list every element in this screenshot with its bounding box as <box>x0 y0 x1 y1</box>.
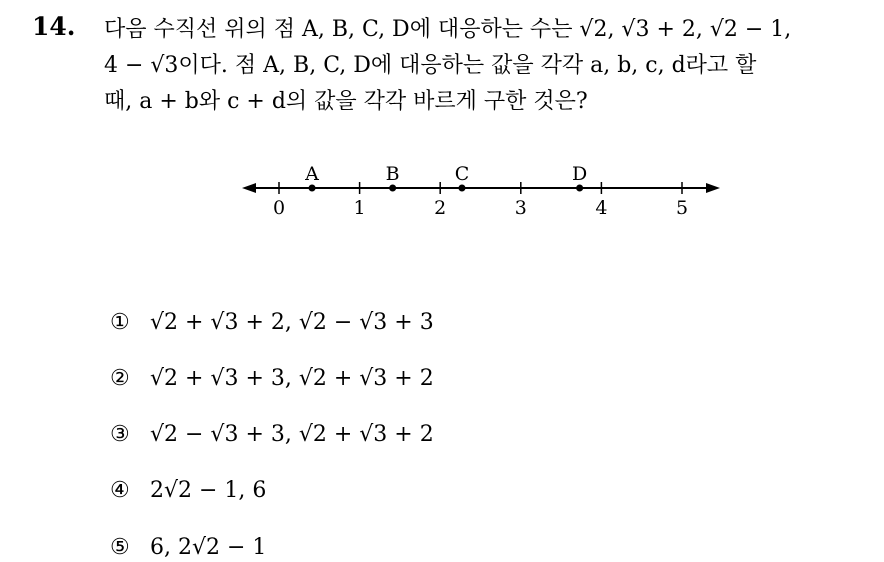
point-label-a: A <box>305 163 319 185</box>
question-number: 14. <box>32 12 76 41</box>
choice-4-text: 2√2 − 1, 6 <box>150 478 267 503</box>
choice-1-mark: ① <box>110 310 130 335</box>
tick-label-0: 0 <box>272 197 286 219</box>
tick-label-5: 5 <box>675 197 689 219</box>
choice-3-text: √2 − √3 + 3, √2 + √3 + 2 <box>150 422 434 447</box>
choice-5-mark: ⑤ <box>110 535 130 560</box>
choice-3-mark: ③ <box>110 422 130 447</box>
point-c <box>458 185 465 192</box>
choice-2[interactable] <box>110 366 434 391</box>
choice-3[interactable] <box>110 422 434 447</box>
choice-2-mark: ② <box>110 366 130 391</box>
question-line-1: 다음 수직선 위의 점 A, B, C, D에 대응하는 수는 √2, √3 + 2, √2 − 1, <box>104 17 792 42</box>
question-line-3: 때, a + b와 c + d의 값을 각각 바르게 구한 것은? <box>104 89 588 114</box>
right-arrow-icon <box>706 183 720 193</box>
point-b <box>389 185 396 192</box>
point-d <box>576 185 583 192</box>
point-a <box>309 185 316 192</box>
choice-1-text: √2 + √3 + 2, √2 − √3 + 3 <box>150 310 434 335</box>
choice-5[interactable] <box>110 535 266 560</box>
point-label-b: B <box>385 163 400 185</box>
tick-label-1: 1 <box>353 197 366 219</box>
question-line-2: 4 − √3이다. 점 A, B, C, D에 대응하는 값을 각각 a, b, c, d라고 할 <box>104 53 757 78</box>
choice-4[interactable] <box>110 478 266 503</box>
number-line <box>0 0 884 240</box>
tick-label-2: 2 <box>434 197 447 219</box>
point-label-d: D <box>572 163 588 185</box>
point-label-c: C <box>454 163 470 185</box>
tick-label-3: 3 <box>514 197 527 219</box>
tick-label-4: 4 <box>595 197 608 219</box>
choice-5-text: 6, 2√2 − 1 <box>150 535 267 560</box>
left-arrow-icon <box>242 183 256 193</box>
choice-4-mark: ④ <box>110 478 130 503</box>
choice-2-text: √2 + √3 + 3, √2 + √3 + 2 <box>150 366 434 391</box>
choice-1[interactable] <box>110 310 434 335</box>
